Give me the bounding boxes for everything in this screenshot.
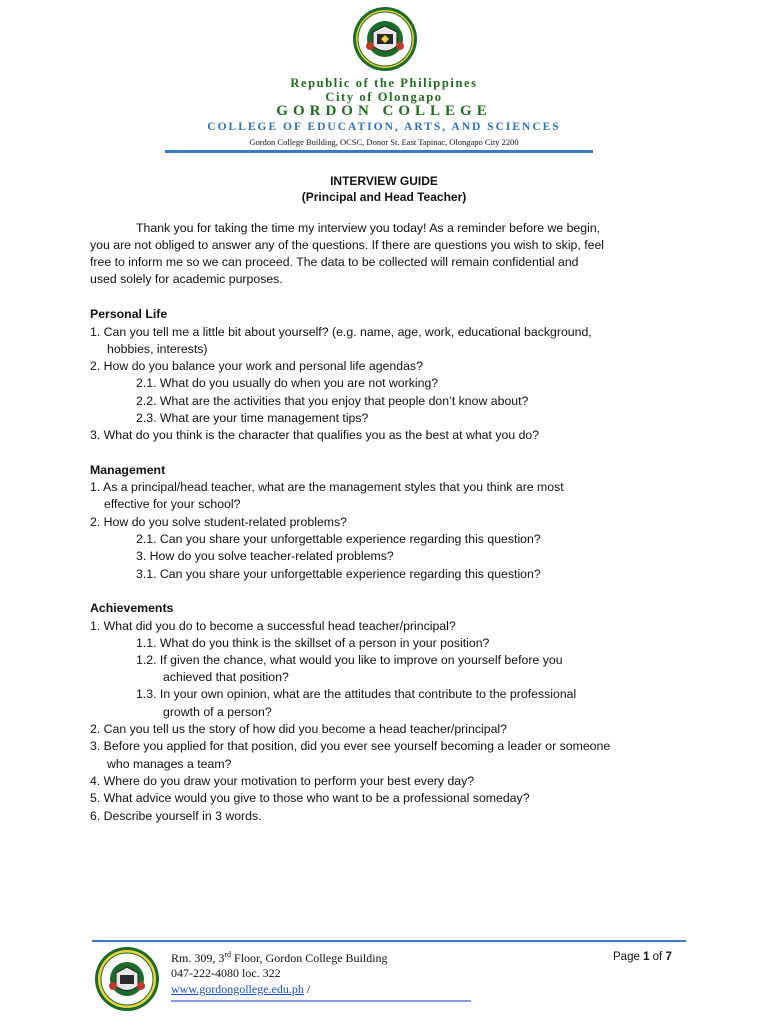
subquestion-line: 2.2. What are the activities that you enjoy that people don’t know about? xyxy=(136,394,529,408)
question-line: 5. What advice would you give to those who want to be a professional someday? xyxy=(90,791,530,805)
document-title: INTERVIEW GUIDE xyxy=(330,174,438,188)
subquestion-line: 2.3. What are your time management tips? xyxy=(136,411,369,425)
footer-room xyxy=(171,950,388,966)
page-current: 1 xyxy=(643,951,650,963)
subquestion-line: 2.1. What do you usually do when you are not working? xyxy=(136,376,439,390)
footer-college-logo xyxy=(93,946,161,1012)
city-line: City of Olongapo xyxy=(325,90,443,104)
question-line: 2. Can you tell us the story of how did you become a head teacher/principal? xyxy=(90,722,507,736)
question-line: 1. As a principal/head teacher, what are the management styles that you think are most xyxy=(90,480,564,494)
section-heading-management: Management xyxy=(90,463,166,477)
question-line: effective for your school? xyxy=(104,497,241,511)
republic-line: Republic of the Philippines xyxy=(290,76,478,90)
footer-phone: 047-222-4080 loc. 322 xyxy=(171,966,281,980)
college-seal-logo xyxy=(352,6,418,72)
footer-room-sup: rd xyxy=(224,950,232,959)
question-line: 6. Describe yourself in 3 words. xyxy=(90,809,262,823)
question-line: 2. How do you solve student-related problems? xyxy=(90,515,348,529)
page-number xyxy=(613,951,672,963)
footer-link-underline-fragment xyxy=(171,1000,471,1002)
section-heading-personal: Personal Life xyxy=(90,307,168,321)
footer-room-text: Rm. 309, 3 xyxy=(171,951,225,965)
question-line: 2. How do you balance your work and personal life agendas? xyxy=(90,359,423,373)
department-name: COLLEGE OF EDUCATION, ARTS, AND SCIENCES xyxy=(207,121,561,133)
subquestion-line: 1.2. If given the chance, what would you like to improve on yourself before you xyxy=(136,653,563,667)
website-link[interactable]: www.gordongollege.edu.ph xyxy=(171,982,304,996)
header-divider xyxy=(165,150,593,153)
website-separator: / xyxy=(303,982,311,996)
subquestion-line: 3.1. Can you share your unforgettable experience regarding this question? xyxy=(136,567,541,581)
college-name: GORDON COLLEGE xyxy=(276,103,492,119)
page-of: of xyxy=(649,951,666,963)
subquestion-line: 1.1. What do you think is the skillset of a person in your position? xyxy=(136,636,490,650)
subquestion-line: 1.3. In your own opinion, what are the attitudes that contribute to the professional xyxy=(136,687,577,701)
page-total: 7 xyxy=(665,951,672,963)
question-line: who manages a team? xyxy=(107,757,232,771)
question-line: 1. What did you do to become a successful head teacher/principal? xyxy=(90,619,456,633)
question-line: 1. Can you tell me a little bit about yourself? (e.g. name, age, work, educational background, xyxy=(90,325,592,339)
subquestion-line: growth of a person? xyxy=(163,705,272,719)
intro-line: Thank you for taking the time my interview you today! As a reminder before we begin, xyxy=(136,221,601,235)
footer-divider xyxy=(92,940,686,942)
subquestion-line: 3. How do you solve teacher-related problems? xyxy=(136,549,394,563)
document-subtitle: (Principal and Head Teacher) xyxy=(301,190,467,204)
intro-line: free to inform me so we can proceed. The data to be collected will remain confidential and xyxy=(90,255,579,269)
intro-line: used solely for academic purposes. xyxy=(90,272,283,286)
footer-room-rest: Floor, Gordon College Building xyxy=(231,951,388,965)
section-heading-achievements: Achievements xyxy=(90,601,174,615)
intro-line: you are not obliged to answer any of the questions. If there are questions you wish to skip, feel xyxy=(90,238,605,252)
page-label: Page xyxy=(613,951,644,963)
question-line: 3. Before you applied for that position, did you ever see yourself becoming a leader or someone xyxy=(90,739,611,753)
question-line: hobbies, interests) xyxy=(107,342,208,356)
college-address: Gordon College Building, OCSC, Donor St. East Tapinac, Olongapo City 2200 xyxy=(249,137,519,147)
subquestion-line: 2.1. Can you share your unforgettable experience regarding this question? xyxy=(136,532,541,546)
question-line: 4. Where do you draw your motivation to perform your best every day? xyxy=(90,774,475,788)
subquestion-line: achieved that position? xyxy=(163,670,289,684)
question-line: 3. What do you think is the character that qualifies you as the best at what you do? xyxy=(90,428,540,442)
footer-website xyxy=(171,982,310,997)
